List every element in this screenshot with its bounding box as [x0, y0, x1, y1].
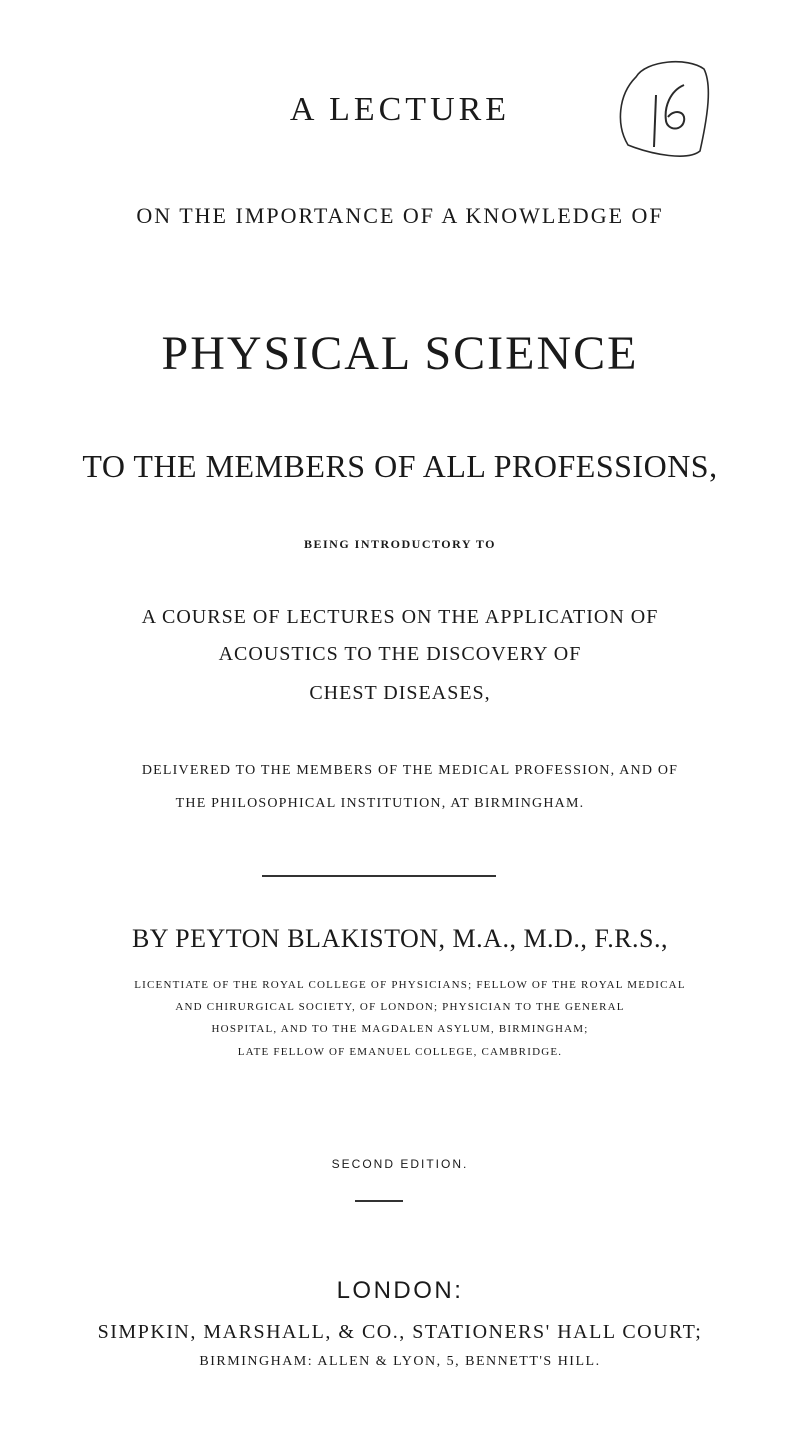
author-credentials-line: LATE FELLOW OF EMANUEL COLLEGE, CAMBRIDGE. — [237, 1046, 563, 1058]
author-credentials-line: HOSPITAL, AND TO THE MAGDALEN ASYLUM, BIRMINGHAM; — [211, 1023, 589, 1035]
author-name: BY PEYTON BLAKISTON, M.A., M.D., F.R.S., — [131, 924, 669, 953]
author-credentials-line: LICENTIATE OF THE ROYAL COLLEGE OF PHYSICIANS; FELLOW OF THE ROYAL MEDICAL — [134, 979, 686, 991]
subtitle: ON THE IMPORTANCE OF A KNOWLEDGE OF — [136, 203, 664, 228]
course-line-1: A COURSE OF LECTURES ON THE APPLICATION OF — [141, 606, 659, 628]
main-title: PHYSICAL SCIENCE — [161, 327, 639, 380]
delivered-line-2: THE PHILOSOPHICAL INSTITUTION, AT BIRMINGHAM. — [175, 796, 585, 811]
short-divider-rule — [355, 1200, 403, 1202]
divider-rule — [262, 875, 496, 877]
introductory-line: BEING INTRODUCTORY TO — [303, 537, 496, 551]
delivered-line-1: DELIVERED TO THE MEMBERS OF THE MEDICAL PROFESSION, AND OF — [141, 763, 679, 778]
handwritten-number-mark — [608, 55, 714, 165]
imprint-city: LONDON: — [336, 1277, 464, 1304]
imprint-publisher: SIMPKIN, MARSHALL, & CO., STATIONERS' HALL COURT; — [97, 1321, 703, 1343]
edition-label: SECOND EDITION. — [331, 1157, 469, 1171]
course-line-2: ACOUSTICS TO THE DISCOVERY OF — [218, 643, 582, 665]
course-line-3: CHEST DISEASES, — [309, 682, 491, 704]
imprint-publisher-branch: BIRMINGHAM: ALLEN & LYON, 5, BENNETT'S HILL. — [199, 1354, 601, 1369]
audience-line: TO THE MEMBERS OF ALL PROFESSIONS, — [82, 448, 718, 484]
author-credentials-line: AND CHIRURGICAL SOCIETY, OF LONDON; PHYSICIAN TO THE GENERAL — [175, 1001, 625, 1013]
title-heading: A LECTURE — [289, 91, 511, 128]
